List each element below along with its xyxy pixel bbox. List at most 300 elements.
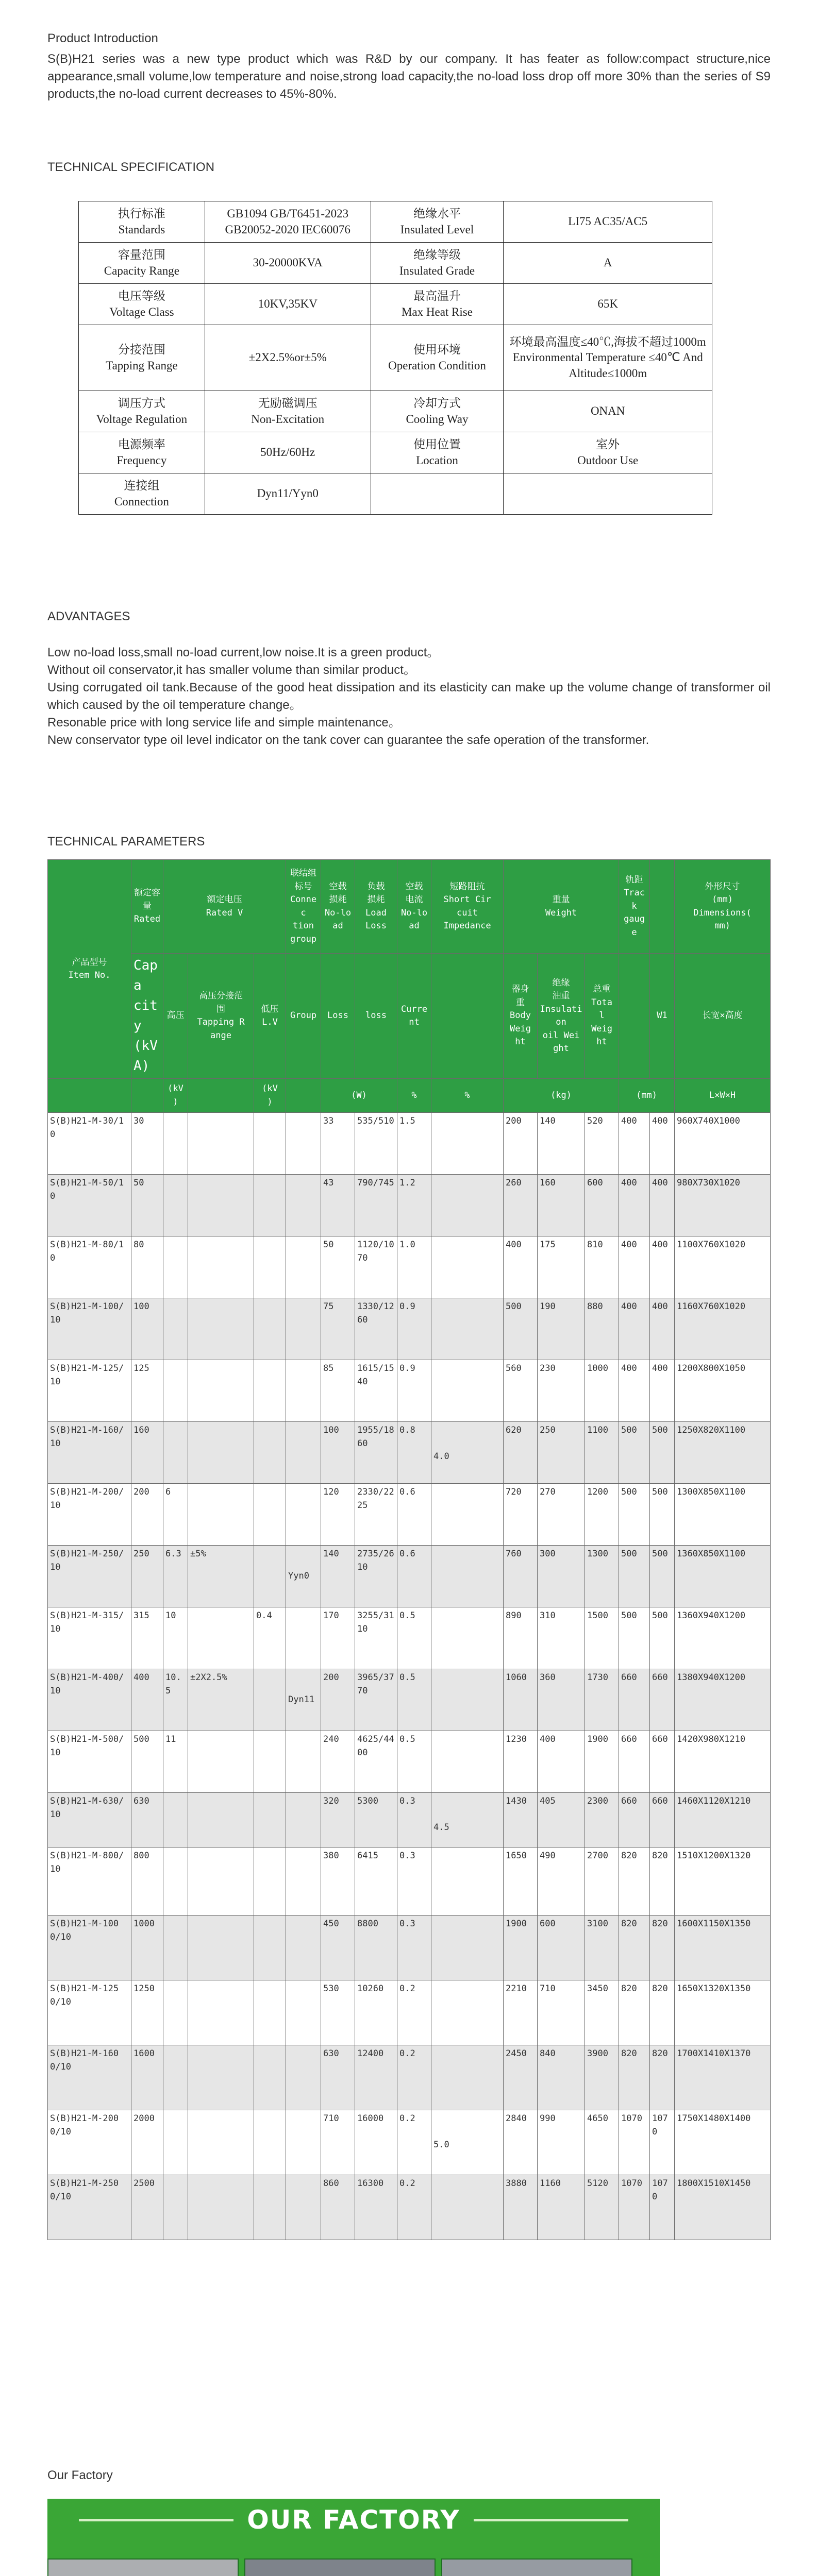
param-lv <box>254 1731 286 1793</box>
param-tap <box>188 1236 254 1298</box>
param-body-weight: 560 <box>504 1360 538 1422</box>
param-lv <box>254 1360 286 1422</box>
param-model: S(B)H21-M-1600/10 <box>48 2045 131 2110</box>
spec-cell: 室外 Outdoor Use <box>504 432 712 473</box>
param-w1: 820 <box>650 2045 675 2110</box>
param-impedance <box>431 2045 504 2110</box>
param-load-loss: 6415 <box>355 1848 397 1916</box>
param-oil-weight: 400 <box>538 1731 585 1793</box>
param-gauge: 820 <box>619 1916 650 1980</box>
param-lv <box>254 2045 286 2110</box>
spec-cell: 分接范围 Tapping Range <box>79 325 205 391</box>
param-oil-weight: 310 <box>538 1607 585 1669</box>
param-body-weight: 620 <box>504 1422 538 1484</box>
param-hv <box>163 1980 188 2045</box>
spec-cell: 环境最高温度≤40℃,海拔不超过1000m Environmental Temperature ≤40℃ And Altitude≤1000m <box>504 325 712 391</box>
param-conn <box>286 1175 321 1236</box>
param-gauge: 660 <box>619 1793 650 1848</box>
params-head-row <box>48 860 771 954</box>
param-head-noload: 空载 损耗 No-lo ad <box>321 860 355 954</box>
spec-cell: 50Hz/60Hz <box>205 432 371 473</box>
param-load-loss: 10260 <box>355 1980 397 2045</box>
params-row <box>48 2045 771 2110</box>
param-tap <box>188 1607 254 1669</box>
param-capacity: 2500 <box>131 2175 163 2240</box>
param-hv: 6.3 <box>163 1546 188 1607</box>
param-head-lv: 低压 L.V <box>254 954 286 1079</box>
advantages-list <box>47 644 771 749</box>
param-conn <box>286 1848 321 1916</box>
param-gauge: 400 <box>619 1298 650 1360</box>
param-w1: 820 <box>650 1848 675 1916</box>
param-w1: 1070 <box>650 2110 675 2175</box>
param-body-weight: 260 <box>504 1175 538 1236</box>
param-capacity: 100 <box>131 1298 163 1360</box>
param-noload-current: 0.5 <box>397 1731 431 1793</box>
factory-title: Our Factory <box>47 2468 113 2482</box>
param-gauge: 660 <box>619 1731 650 1793</box>
spec-row <box>79 243 712 284</box>
param-total-weight: 1000 <box>585 1360 619 1422</box>
param-model: S(B)H21-M-2500/10 <box>48 2175 131 2240</box>
param-head-load: 负载 损耗 Load Loss <box>355 860 397 954</box>
param-dimensions: 1300X850X1100 <box>675 1484 771 1546</box>
param-total-weight: 1900 <box>585 1731 619 1793</box>
param-body-weight: 720 <box>504 1484 538 1546</box>
param-model: S(B)H21-M-2000/10 <box>48 2110 131 2175</box>
param-w1: 400 <box>650 1236 675 1298</box>
params-table-wrap <box>0 859 771 2240</box>
spec-row <box>79 325 712 391</box>
param-capacity: 50 <box>131 1175 163 1236</box>
param-impedance <box>431 1607 504 1669</box>
param-load-loss: 2735/2610 <box>355 1546 397 1607</box>
param-conn: Dyn11 <box>286 1669 321 1731</box>
param-capacity: 630 <box>131 1793 163 1848</box>
advantages-section <box>0 608 818 750</box>
params-row <box>48 1175 771 1236</box>
param-head-gauge: 轨距 Track gauge <box>619 860 650 954</box>
spec-cell: 电压等级 Voltage Class <box>79 284 205 325</box>
param-head-total: 总重 Tota l Weig ht <box>585 954 619 1079</box>
spec-cell: 冷却方式 Cooling Way <box>371 391 504 432</box>
factory-banner <box>47 2499 660 2576</box>
param-tap <box>188 1793 254 1848</box>
param-tap <box>188 1298 254 1360</box>
param-tap <box>188 2110 254 2175</box>
advantage-line: Low no-load loss,small no-load current,low noise.It is a green product。 <box>47 646 440 660</box>
param-hv <box>163 1848 188 1916</box>
param-noload-loss: 50 <box>321 1236 355 1298</box>
param-head-blank <box>650 860 675 954</box>
param-model: S(B)H21-M-125/10 <box>48 1360 131 1422</box>
param-gauge: 820 <box>619 2045 650 2110</box>
param-noload-current: 0.6 <box>397 1546 431 1607</box>
param-gauge: 820 <box>619 1848 650 1916</box>
param-tap <box>188 1422 254 1484</box>
params-table <box>47 859 771 2240</box>
param-capacity: 200 <box>131 1484 163 1546</box>
param-impedance: 4.5 <box>431 1793 504 1848</box>
param-noload-current: 0.9 <box>397 1298 431 1360</box>
param-tap <box>188 2045 254 2110</box>
spec-row <box>79 473 712 515</box>
param-head-curr: 空载 电流 No-lo ad <box>397 860 431 954</box>
param-lv <box>254 1669 286 1731</box>
param-impedance <box>431 1731 504 1793</box>
param-tap <box>188 1360 254 1422</box>
param-hv <box>163 1175 188 1236</box>
param-w1: 820 <box>650 1980 675 2045</box>
param-oil-weight: 600 <box>538 1916 585 1980</box>
params-row <box>48 1669 771 1731</box>
factory-photo <box>244 2558 436 2576</box>
factory-photo <box>441 2558 632 2576</box>
params-title: TECHNICAL PARAMETERS <box>47 835 205 849</box>
param-conn <box>286 2175 321 2240</box>
param-oil-weight: 710 <box>538 1980 585 2045</box>
param-load-loss: 5300 <box>355 1793 397 1848</box>
param-noload-current: 1.5 <box>397 1113 431 1175</box>
param-tap <box>188 2175 254 2240</box>
param-oil-weight: 840 <box>538 2045 585 2110</box>
param-dimensions: 960X740X1000 <box>675 1113 771 1175</box>
advantages-title: ADVANTAGES <box>47 609 130 623</box>
param-lv <box>254 2110 286 2175</box>
param-dimensions: 1800X1510X1450 <box>675 2175 771 2240</box>
param-hv <box>163 1793 188 1848</box>
param-impedance: 5.0 <box>431 2110 504 2175</box>
param-model: S(B)H21-M-800/10 <box>48 1848 131 1916</box>
spec-cell <box>504 473 712 515</box>
param-w1: 400 <box>650 1298 675 1360</box>
spec-cell: 容量范围 Capacity Range <box>79 243 205 284</box>
param-hv: 11 <box>163 1731 188 1793</box>
param-gauge: 400 <box>619 1113 650 1175</box>
param-model: S(B)H21-M-1250/10 <box>48 1980 131 2045</box>
param-hv <box>163 1422 188 1484</box>
param-noload-loss: 33 <box>321 1113 355 1175</box>
param-tap: ±2X2.5% <box>188 1669 254 1731</box>
param-conn <box>286 1731 321 1793</box>
params-row <box>48 1236 771 1298</box>
factory-photo <box>47 2558 239 2576</box>
param-noload-current: 0.3 <box>397 1848 431 1916</box>
param-hv: 6 <box>163 1484 188 1546</box>
params-row <box>48 1546 771 1607</box>
param-noload-loss: 860 <box>321 2175 355 2240</box>
param-load-loss: 4625/4400 <box>355 1731 397 1793</box>
param-noload-current: 0.8 <box>397 1422 431 1484</box>
param-lv <box>254 1175 286 1236</box>
param-total-weight: 1500 <box>585 1607 619 1669</box>
param-total-weight: 1200 <box>585 1484 619 1546</box>
param-dimensions: 1360X850X1100 <box>675 1546 771 1607</box>
param-body-weight: 200 <box>504 1113 538 1175</box>
advantage-line: Without oil conservator,it has smaller volume than similar product。 <box>47 663 416 677</box>
params-row <box>48 1113 771 1175</box>
param-model: S(B)H21-M-500/10 <box>48 1731 131 1793</box>
param-oil-weight: 140 <box>538 1113 585 1175</box>
param-noload-current: 0.3 <box>397 1793 431 1848</box>
param-lv <box>254 1546 286 1607</box>
param-gauge: 500 <box>619 1484 650 1546</box>
param-body-weight: 890 <box>504 1607 538 1669</box>
param-head-body: 器身 重 Body Weig ht <box>504 954 538 1079</box>
param-unit-pct2: % <box>431 1079 504 1113</box>
param-noload-current: 0.6 <box>397 1484 431 1546</box>
param-noload-current: 0.5 <box>397 1669 431 1731</box>
param-w1: 400 <box>650 1113 675 1175</box>
param-w1: 500 <box>650 1422 675 1484</box>
intro-title: Product Introduction <box>47 31 158 45</box>
params-head-row <box>48 954 771 1079</box>
params-row <box>48 1422 771 1484</box>
params-row <box>48 1298 771 1360</box>
param-oil-weight: 250 <box>538 1422 585 1484</box>
param-load-loss: 8800 <box>355 1916 397 1980</box>
param-impedance <box>431 1848 504 1916</box>
param-gauge: 660 <box>619 1669 650 1731</box>
spec-cell: 电源频率 Frequency <box>79 432 205 473</box>
param-head-loss2: loss <box>355 954 397 1079</box>
param-tap <box>188 1916 254 1980</box>
param-model: S(B)H21-M-100/10 <box>48 1298 131 1360</box>
param-impedance <box>431 1360 504 1422</box>
param-noload-loss: 380 <box>321 1848 355 1916</box>
param-hv <box>163 2110 188 2175</box>
param-model: S(B)H21-M-400/10 <box>48 1669 131 1731</box>
param-dimensions: 1460X1120X1210 <box>675 1793 771 1848</box>
param-w1: 500 <box>650 1607 675 1669</box>
param-impedance <box>431 1236 504 1298</box>
param-model: S(B)H21-M-50/10 <box>48 1175 131 1236</box>
param-w1: 660 <box>650 1793 675 1848</box>
param-gauge: 400 <box>619 1360 650 1422</box>
param-conn <box>286 1980 321 2045</box>
param-tap <box>188 1175 254 1236</box>
param-total-weight: 520 <box>585 1113 619 1175</box>
spec-cell: 30-20000KVA <box>205 243 371 284</box>
param-model: S(B)H21-M-30/10 <box>48 1113 131 1175</box>
spec-table <box>78 201 712 515</box>
param-lv <box>254 1980 286 2045</box>
param-conn <box>286 1236 321 1298</box>
param-noload-loss: 75 <box>321 1298 355 1360</box>
param-oil-weight: 1160 <box>538 2175 585 2240</box>
param-impedance <box>431 1916 504 1980</box>
param-oil-weight: 160 <box>538 1175 585 1236</box>
param-impedance <box>431 1546 504 1607</box>
param-gauge: 1070 <box>619 2175 650 2240</box>
param-head-weight: 重量 Weight <box>504 860 619 954</box>
param-head-hv: 高压 <box>163 954 188 1079</box>
param-dimensions: 1650X1320X1350 <box>675 1980 771 2045</box>
param-body-weight: 500 <box>504 1298 538 1360</box>
params-row <box>48 2110 771 2175</box>
param-head-dims-l: 长宽×高度 <box>675 954 771 1079</box>
param-total-weight: 1300 <box>585 1546 619 1607</box>
param-noload-current: 0.2 <box>397 2175 431 2240</box>
param-gauge: 500 <box>619 1422 650 1484</box>
params-row <box>48 1980 771 2045</box>
param-lv <box>254 1422 286 1484</box>
param-load-loss: 16300 <box>355 2175 397 2240</box>
param-head-loss: Loss <box>321 954 355 1079</box>
param-load-loss: 1955/1860 <box>355 1422 397 1484</box>
param-load-loss: 12400 <box>355 2045 397 2110</box>
param-unit-kg: (kg) <box>504 1079 619 1113</box>
param-head-group: Group <box>286 954 321 1079</box>
param-unit-lwh: L×W×H <box>675 1079 771 1113</box>
param-body-weight: 1060 <box>504 1669 538 1731</box>
param-model: S(B)H21-M-1000/10 <box>48 1916 131 1980</box>
param-capacity: 500 <box>131 1731 163 1793</box>
param-conn <box>286 1607 321 1669</box>
param-total-weight: 1730 <box>585 1669 619 1731</box>
param-gauge: 400 <box>619 1175 650 1236</box>
param-head-dims: 外形尺寸 (mm) Dimensions( mm) <box>675 860 771 954</box>
param-dimensions: 1750X1480X1400 <box>675 2110 771 2175</box>
factory-banner-bar <box>47 2502 660 2538</box>
param-unit-blank <box>48 1079 131 1113</box>
param-load-loss: 16000 <box>355 2110 397 2175</box>
param-w1: 660 <box>650 1669 675 1731</box>
param-total-weight: 1100 <box>585 1422 619 1484</box>
param-body-weight: 3880 <box>504 2175 538 2240</box>
advantage-line: Using corrugated oil tank.Because of the good heat dissipation and its elasticity can make up the volume change of transformer oil which caused by the oil temperature change。 <box>47 681 771 713</box>
param-head-ratedv: 额定电压 Rated V <box>163 860 286 954</box>
spec-cell: 无励磁调压 Non-Excitation <box>205 391 371 432</box>
param-noload-current: 0.9 <box>397 1360 431 1422</box>
param-conn <box>286 1793 321 1848</box>
factory-banner-label: OUR FACTORY <box>247 2504 460 2535</box>
param-load-loss: 535/510 <box>355 1113 397 1175</box>
param-dimensions: 1380X940X1200 <box>675 1669 771 1731</box>
param-oil-weight: 175 <box>538 1236 585 1298</box>
param-head-oil: 绝缘 油重 Insulati on oil Wei ght <box>538 954 585 1079</box>
param-tap <box>188 1980 254 2045</box>
param-body-weight: 400 <box>504 1236 538 1298</box>
param-gauge: 500 <box>619 1607 650 1669</box>
param-gauge: 820 <box>619 1980 650 2045</box>
param-unit-blank <box>286 1079 321 1113</box>
param-oil-weight: 360 <box>538 1669 585 1731</box>
param-noload-current: 0.5 <box>397 1607 431 1669</box>
spec-row <box>79 391 712 432</box>
param-total-weight: 3900 <box>585 2045 619 2110</box>
param-head-conn: 联结组 标号 Connec tion group <box>286 860 321 954</box>
param-dimensions: 1700X1410X1370 <box>675 2045 771 2110</box>
param-capacity: 2000 <box>131 2110 163 2175</box>
advantage-line: New conservator type oil level indicator on the tank cover can guarantee the safe operation of the transformer. <box>47 733 649 748</box>
param-oil-weight: 490 <box>538 1848 585 1916</box>
param-noload-loss: 120 <box>321 1484 355 1546</box>
param-lv <box>254 1113 286 1175</box>
param-head-blank <box>431 954 504 1079</box>
param-lv <box>254 1298 286 1360</box>
param-conn: Yyn0 <box>286 1546 321 1607</box>
param-load-loss: 3965/3770 <box>355 1669 397 1731</box>
factory-photo-scene <box>245 2560 435 2576</box>
param-unit-blank <box>131 1079 163 1113</box>
param-total-weight: 5120 <box>585 2175 619 2240</box>
param-oil-weight: 300 <box>538 1546 585 1607</box>
param-conn <box>286 1298 321 1360</box>
param-load-loss: 1615/1540 <box>355 1360 397 1422</box>
param-lv <box>254 1793 286 1848</box>
param-load-loss: 790/745 <box>355 1175 397 1236</box>
param-tap <box>188 1484 254 1546</box>
param-gauge: 500 <box>619 1546 650 1607</box>
param-capacity: 80 <box>131 1236 163 1298</box>
param-impedance <box>431 1175 504 1236</box>
param-gauge: 400 <box>619 1236 650 1298</box>
param-hv <box>163 1360 188 1422</box>
param-head-blank <box>619 954 650 1079</box>
params-row <box>48 2175 771 2240</box>
spec-cell: 绝缘等级 Insulated Grade <box>371 243 504 284</box>
param-unit-w: (W) <box>321 1079 397 1113</box>
param-head-imp: 短路阻抗 Short Cir cuit Impedance <box>431 860 504 954</box>
param-noload-loss: 320 <box>321 1793 355 1848</box>
param-load-loss: 1330/1260 <box>355 1298 397 1360</box>
param-lv <box>254 1916 286 1980</box>
param-impedance <box>431 1484 504 1546</box>
params-row <box>48 1484 771 1546</box>
params-row <box>48 1916 771 1980</box>
param-unit-hv: (kV ) <box>163 1079 188 1113</box>
params-row <box>48 1793 771 1848</box>
param-unit-lv: (kV ) <box>254 1079 286 1113</box>
param-model: S(B)H21-M-80/10 <box>48 1236 131 1298</box>
param-lv <box>254 1236 286 1298</box>
param-total-weight: 810 <box>585 1236 619 1298</box>
param-model: S(B)H21-M-315/10 <box>48 1607 131 1669</box>
spec-cell: 使用位置 Location <box>371 432 504 473</box>
param-total-weight: 600 <box>585 1175 619 1236</box>
param-load-loss: 1120/1070 <box>355 1236 397 1298</box>
param-noload-loss: 170 <box>321 1607 355 1669</box>
param-hv <box>163 1236 188 1298</box>
param-dimensions: 980X730X1020 <box>675 1175 771 1236</box>
param-model: S(B)H21-M-250/10 <box>48 1546 131 1607</box>
param-lv: 0.4 <box>254 1607 286 1669</box>
params-row <box>48 1360 771 1422</box>
spec-cell: LI75 AC35/AC5 <box>504 201 712 243</box>
factory-photo-scene <box>442 2560 631 2576</box>
params-row <box>48 1848 771 1916</box>
param-body-weight: 760 <box>504 1546 538 1607</box>
param-w1: 400 <box>650 1175 675 1236</box>
param-tap: ±5% <box>188 1546 254 1607</box>
param-oil-weight: 190 <box>538 1298 585 1360</box>
param-w1: 500 <box>650 1484 675 1546</box>
param-body-weight: 1230 <box>504 1731 538 1793</box>
param-conn <box>286 1360 321 1422</box>
param-oil-weight: 990 <box>538 2110 585 2175</box>
param-noload-current: 0.3 <box>397 1916 431 1980</box>
param-w1: 660 <box>650 1731 675 1793</box>
param-noload-current: 1.2 <box>397 1175 431 1236</box>
param-lv <box>254 1484 286 1546</box>
param-conn <box>286 2110 321 2175</box>
param-noload-loss: 450 <box>321 1916 355 1980</box>
param-capacity: 1600 <box>131 2045 163 2110</box>
param-dimensions: 1510X1200X1320 <box>675 1848 771 1916</box>
param-head-model: 产品型号 Item No. <box>48 860 131 1079</box>
param-capacity: 160 <box>131 1422 163 1484</box>
